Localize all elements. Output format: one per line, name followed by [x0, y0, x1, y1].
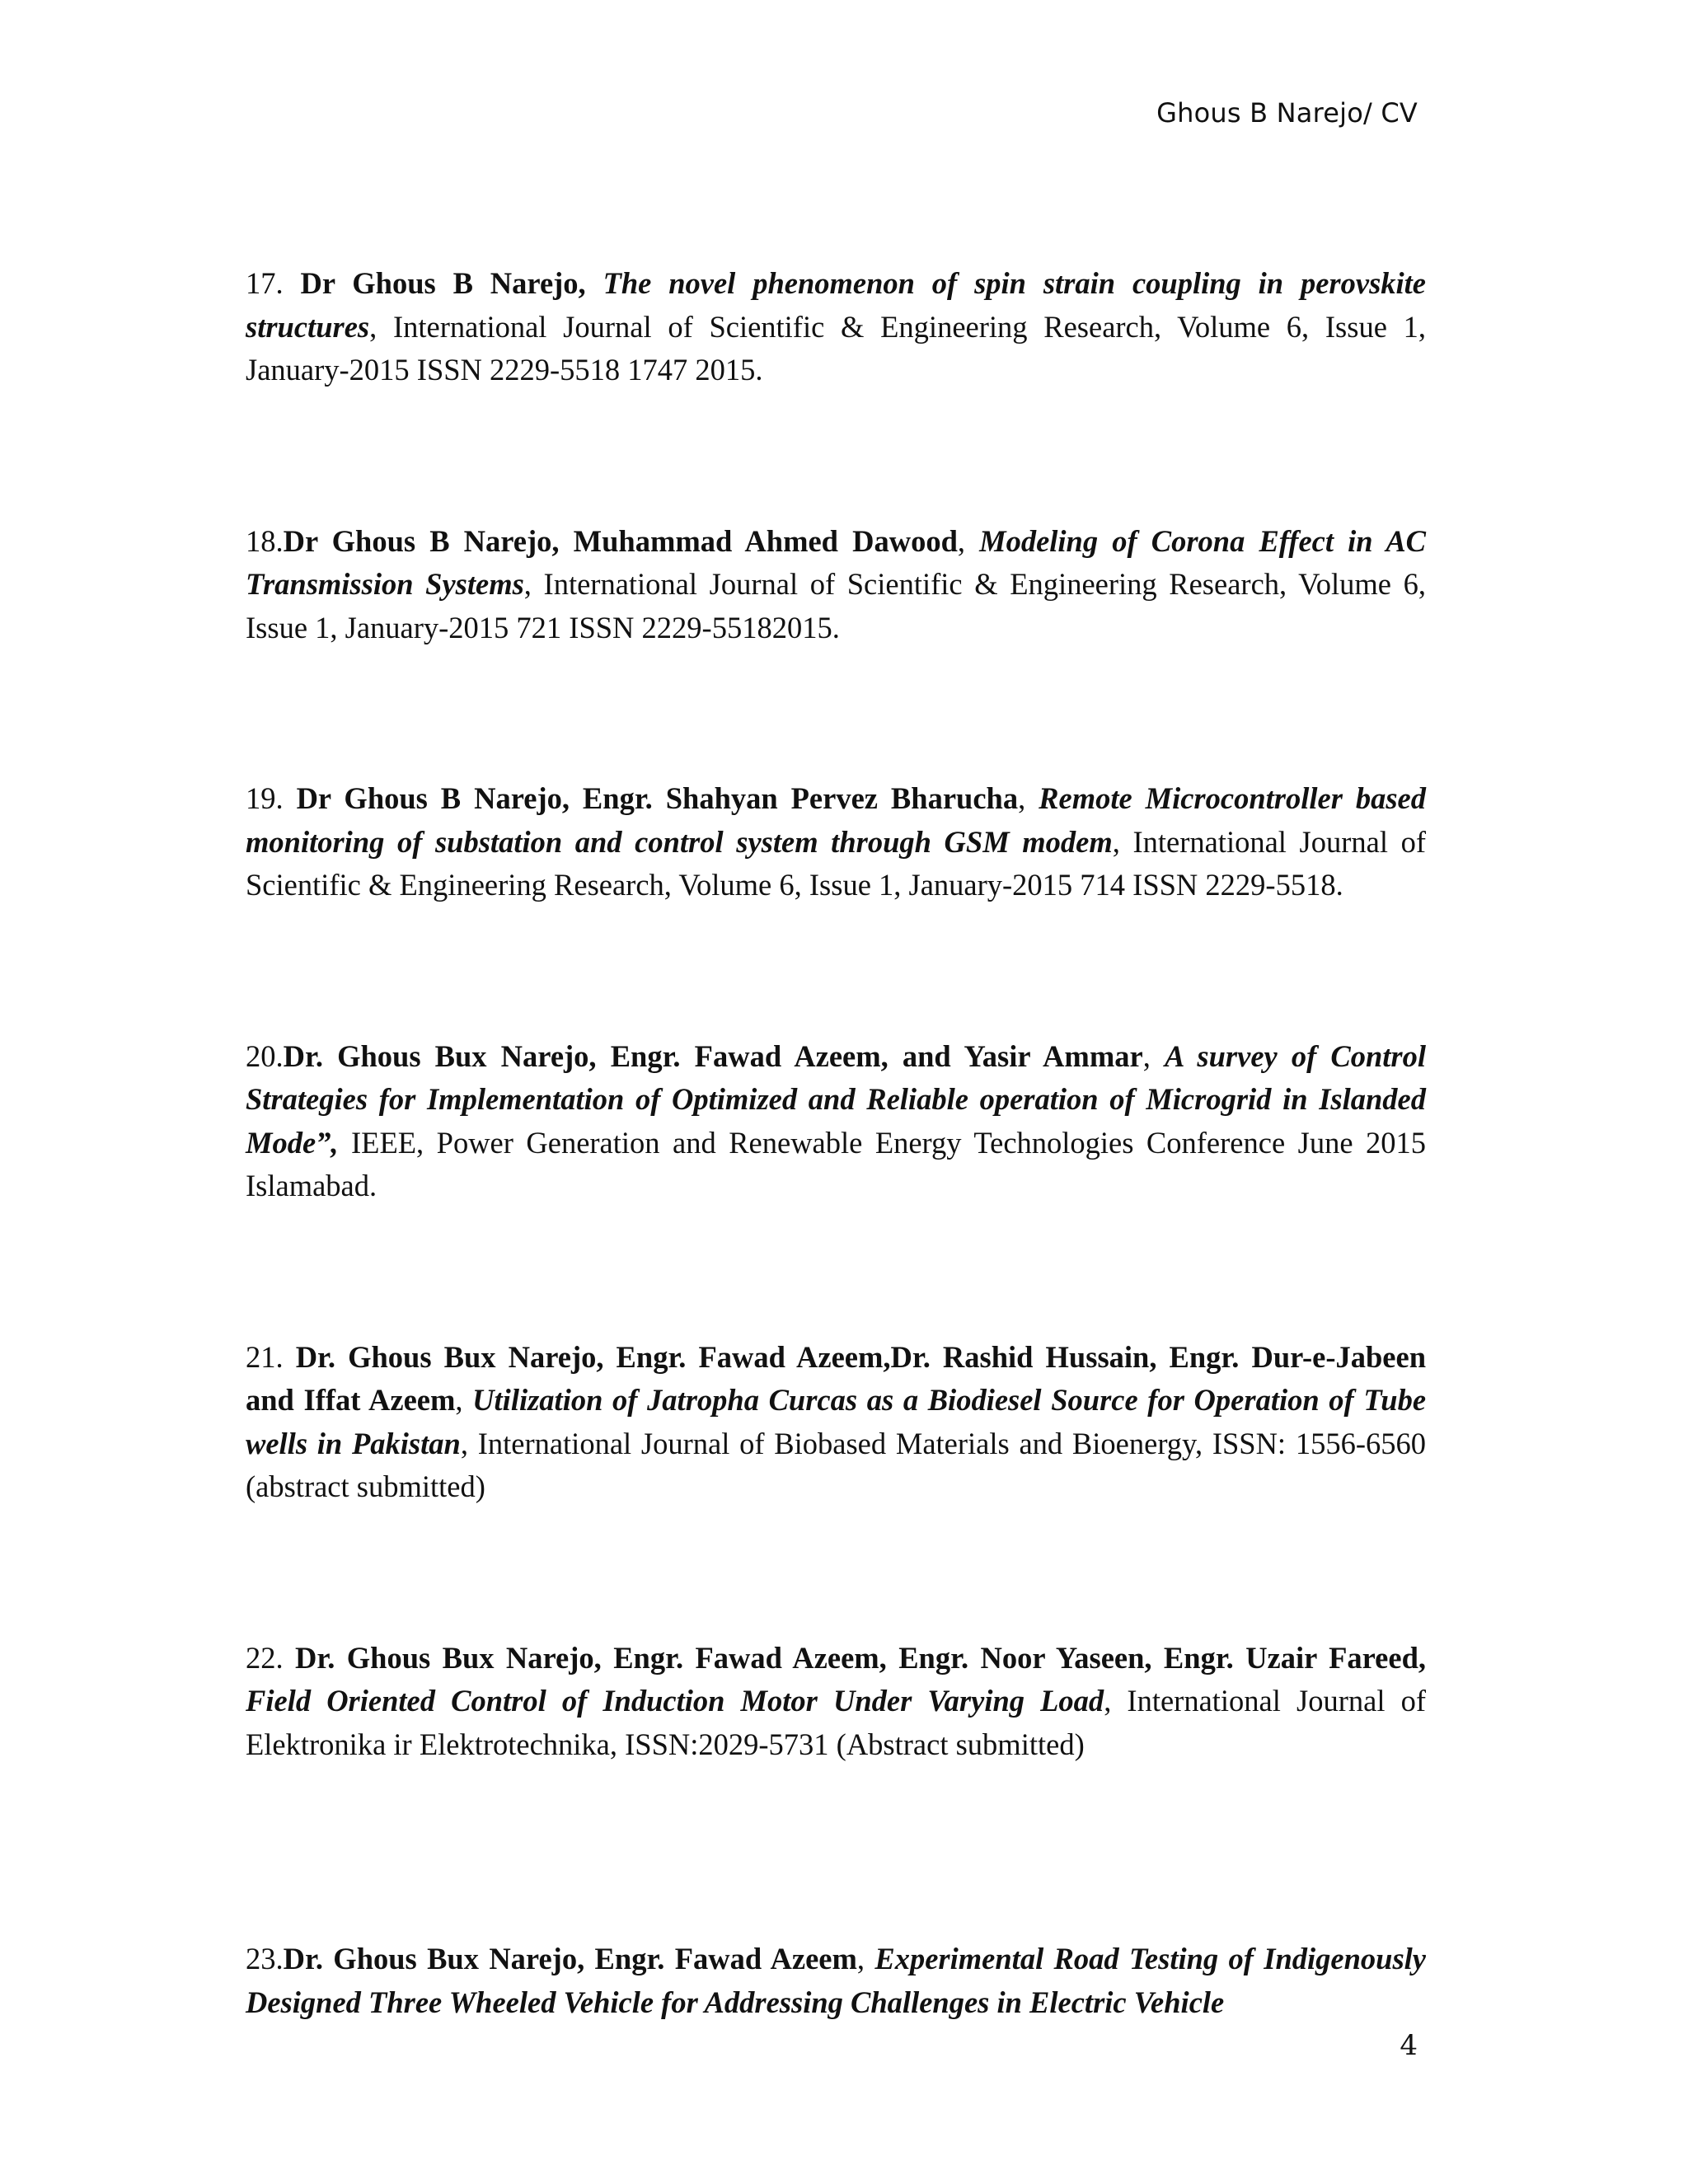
publication-entry-21	[246, 1336, 1426, 1509]
publication-separator	[586, 266, 603, 300]
publication-details: , International Journal of Biobased Materials and Bioenergy, ISSN: 1556-6560 (abstract submitted)	[246, 1426, 1426, 1503]
publication-authors: Dr Ghous B Narejo, Engr. Shahyan Pervez Bharucha	[296, 781, 1019, 815]
publication-title: Remote Microcontroller based monitoring of substation and control system through GSM modem	[246, 781, 1427, 859]
publication-entry-20	[246, 1035, 1426, 1208]
publication-title: Modeling of Corona Effect in AC Transmission Systems	[246, 523, 1427, 601]
publication-separator: ,	[1142, 1038, 1165, 1073]
publication-number: 20.	[246, 1038, 284, 1073]
publication-number: 21.	[246, 1339, 296, 1374]
publication-number: 23.	[246, 1942, 284, 1975]
publication-separator: ,	[856, 1942, 875, 1975]
publication-details: , International Journal of Scientific & Engineering Research, Volume 6, Issue 1, January-2015 ISSN 2229-5518 1747 2015.	[246, 309, 1426, 387]
publication-authors: Dr. Ghous Bux Narejo, Engr. Fawad Azeem,Dr. Rashid Hussain, Engr. Dur-e-Jabeen and Iffat Azeem	[246, 1339, 1426, 1417]
publication-number: 17.	[246, 266, 301, 300]
publication-authors: Dr. Ghous Bux Narejo, Engr. Fawad Azeem, and Yasir Ammar	[283, 1038, 1143, 1073]
publication-title: Experimental Road Testing of Indigenously Designed Three Wheeled Vehicle for Addressing Challenges in Electric Vehicle	[246, 1942, 1426, 2019]
publication-list	[246, 262, 1426, 2024]
publication-title: The novel phenomenon of spin strain coupling in perovskite structures	[246, 266, 1427, 344]
publication-entry-19	[246, 777, 1426, 907]
publication-title: Utilization of Jatropha Curcas as a Biodiesel Source for Operation of Tube wells in Pakistan	[246, 1383, 1427, 1460]
publication-title: A survey of Control Strategies for Implementation of Optimized and Reliable operation of Microgrid in Islanded Mode”,	[246, 1038, 1427, 1160]
publication-separator: ,	[1018, 781, 1039, 815]
publication-authors: Dr. Ghous Bux Narejo, Engr. Fawad Azeem, Engr. Noor Yaseen, Engr. Uzair Fareed,	[295, 1640, 1426, 1675]
publication-title: Field Oriented Control of Induction Motor Under Varying Load	[246, 1684, 1104, 1718]
publication-details: , International Journal of Scientific & Engineering Research, Volume 6, Issue 1, January-2015 721 ISSN 2229-55182015.	[246, 567, 1426, 644]
publication-separator: ,	[957, 523, 980, 558]
page-number: 4	[1400, 2029, 1418, 2062]
publication-entry-22	[246, 1637, 1426, 1767]
publication-details: , International Journal of Scientific & Engineering Research, Volume 6, Issue 1, January-2015 714 ISSN 2229-5518.	[246, 824, 1426, 902]
publication-entry-17	[246, 262, 1426, 392]
publication-details: IEEE, Power Generation and Renewable Energy Technologies Conference June 2015 Islamabad.	[246, 1125, 1426, 1202]
publication-entry-18	[246, 520, 1426, 650]
running-header: Ghous B Narejo/ CV	[1156, 97, 1418, 129]
publication-authors: Dr Ghous B Narejo,	[300, 266, 586, 300]
publication-number: 18.	[246, 523, 284, 558]
publication-entry-23	[246, 1938, 1426, 2024]
publication-details: , International Journal of Elektronika ir Elektrotechnika, ISSN:2029-5731 (Abstract submitted)	[246, 1684, 1426, 1761]
publication-authors: Dr. Ghous Bux Narejo, Engr. Fawad Azeem	[283, 1942, 857, 1975]
publication-separator: ,	[455, 1383, 473, 1417]
publication-number: 22.	[246, 1640, 296, 1675]
publication-number: 19.	[246, 781, 297, 815]
publication-authors: Dr Ghous B Narejo, Muhammad Ahmed Dawood	[283, 523, 958, 558]
